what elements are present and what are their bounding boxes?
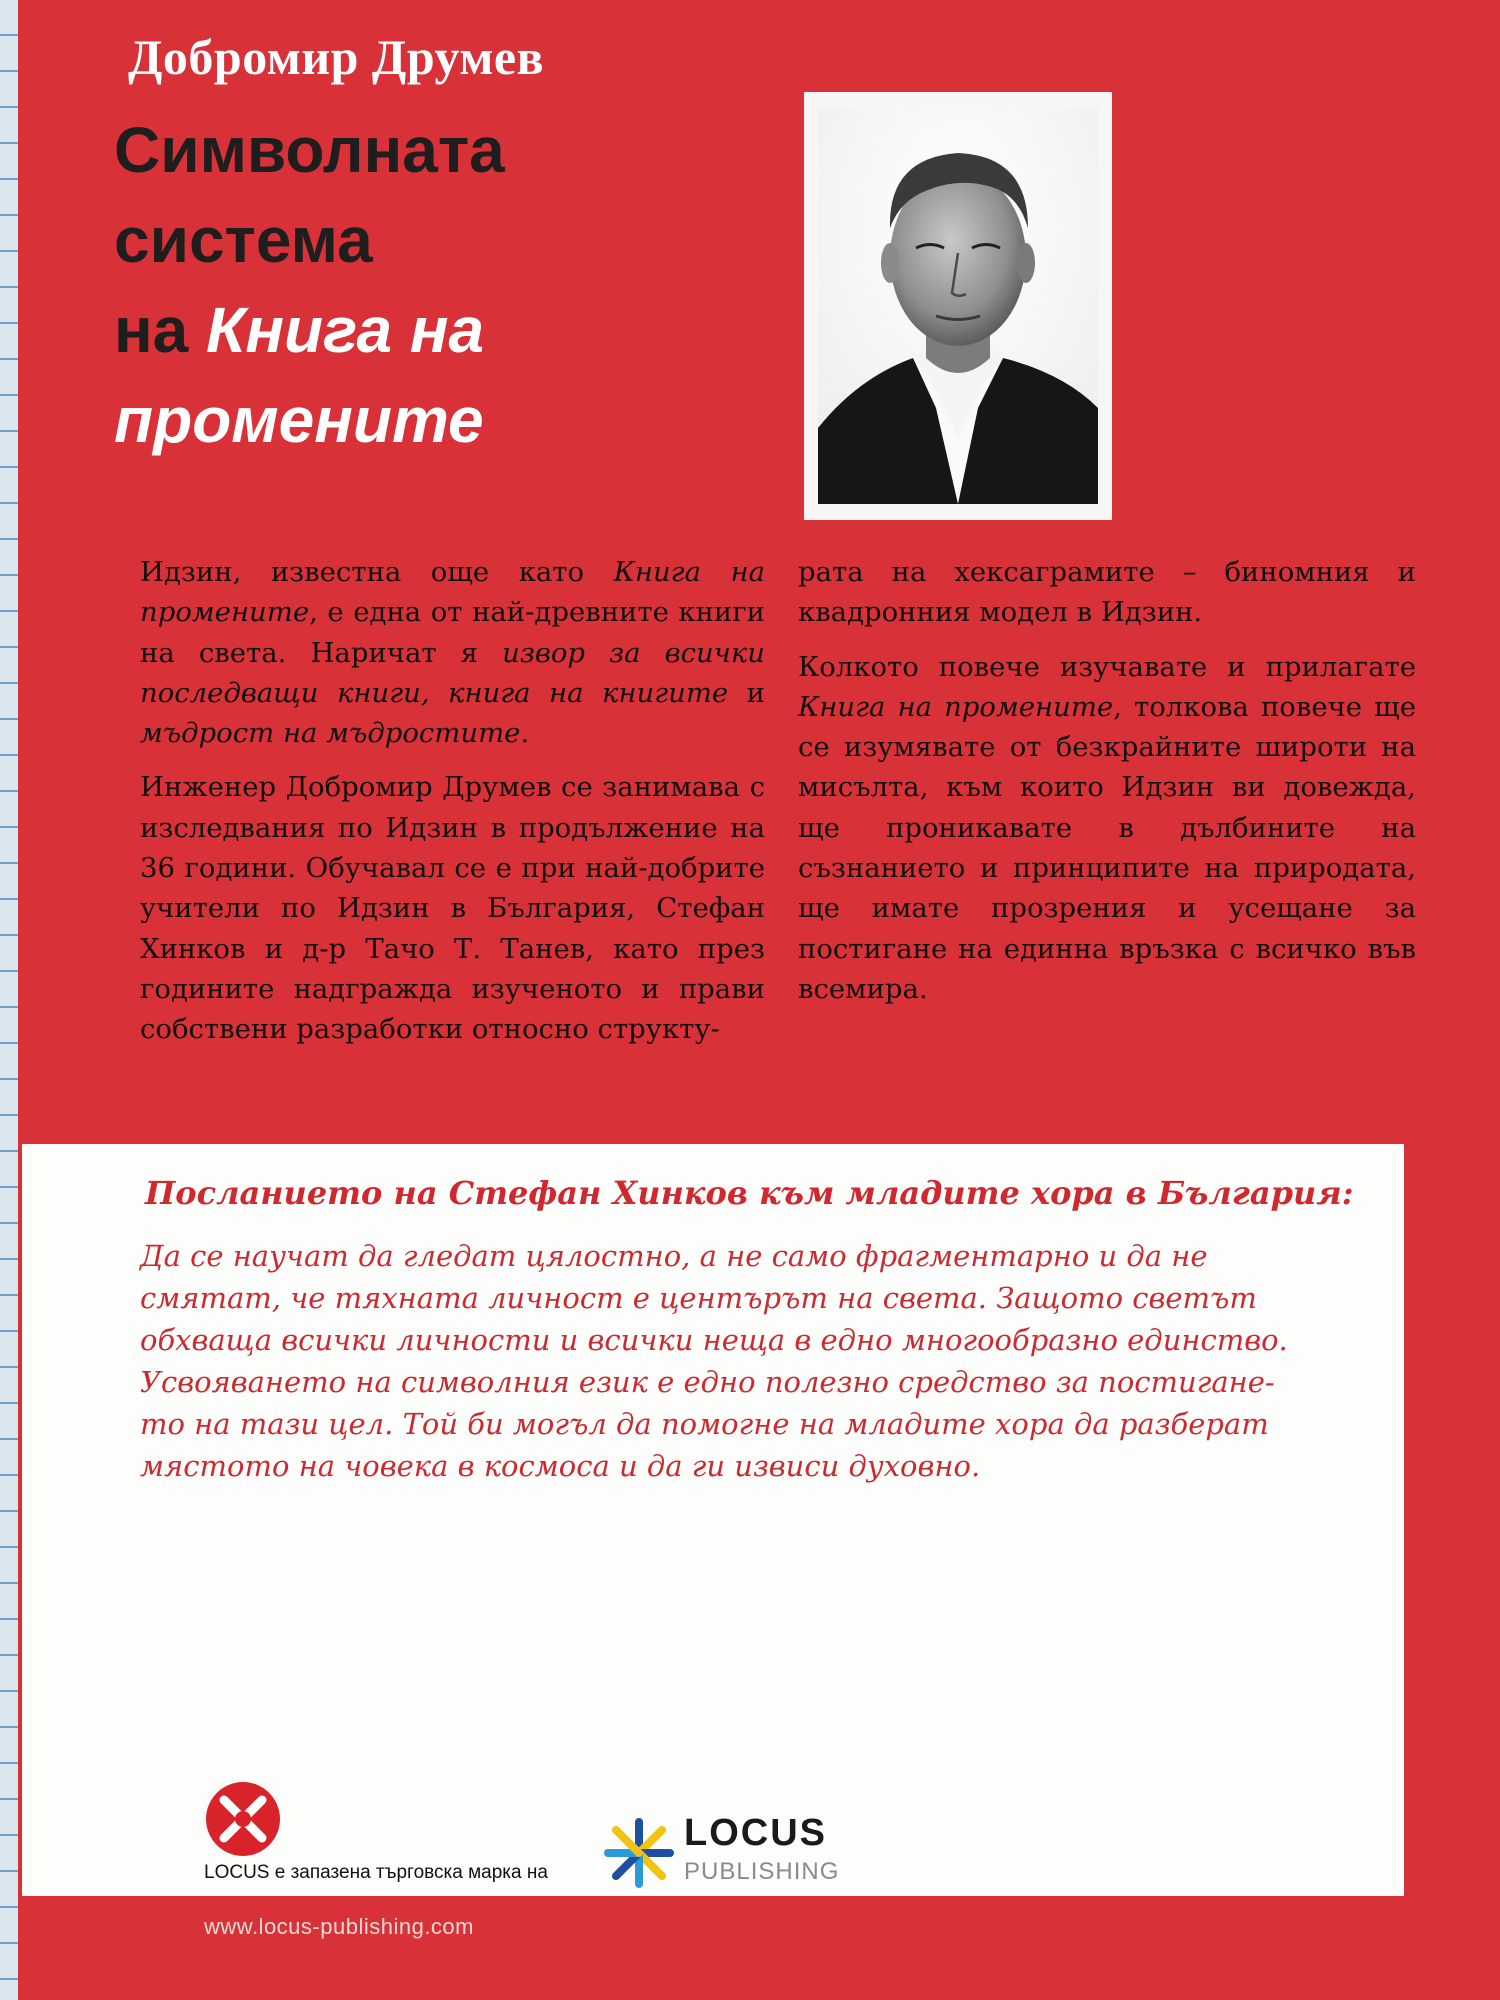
intro-left-column: [140, 552, 765, 1064]
intro-paragraph-3: рата на хексаграмите – биномния и квадронния модел в Идзин.: [798, 556, 1416, 629]
text-run: и: [728, 676, 766, 709]
message-line: обхваща всички личности и всички неща в едно многообразно единство.: [140, 1323, 1288, 1357]
title-line-3-italic: Книга на: [206, 294, 485, 366]
title-line-2: система: [114, 204, 373, 276]
message-line: смятат, че тяхната личност е центърът на света. Защото светът: [140, 1281, 1257, 1315]
italic-run: извор за всички последващи книги, книга на книгите: [140, 636, 765, 709]
publisher-name: LOCUS: [684, 1812, 827, 1854]
message-line: мястото на човека в космоса и да ги извиси духовно.: [140, 1449, 981, 1483]
author-photo-frame: [804, 92, 1112, 520]
intro-paragraph-2: Инженер Добромир Друмев се занимава с изследвания по Идзин в продължение на 36 години. Обучавал се е при най-добрите учители по Идзин в България, Стефан Хинков и д-р Тачо Т. Танев, като през годините надгражда изученото и прави собствени разработки относно структу-: [140, 771, 765, 1046]
publisher-website: www.locus-publishing.com: [204, 1914, 474, 1939]
message-heading: Посланието на Стефан Хинков към младите хора в България:: [145, 1174, 1354, 1212]
intro-right-column: [798, 552, 1416, 1023]
title-line-3: [114, 285, 634, 375]
star-burst-logo-icon: [604, 1818, 674, 1888]
title-line-1: Символната: [114, 114, 505, 186]
message-body: [140, 1235, 1404, 1487]
author-photo: [818, 108, 1098, 504]
italic-run: Книга на промените: [798, 690, 1114, 723]
author-name: Добромир Друмев: [128, 29, 545, 85]
x-circle-logo-icon: [204, 1780, 282, 1858]
title-line-3-plain: на: [114, 294, 207, 366]
intro-paragraph-1: [140, 552, 765, 753]
message-line: Да се научат да гледат цялостно, а не само фрагментарно и да не: [140, 1239, 1208, 1273]
trademark-notice: LOCUS е запазена търговска марка на: [204, 1862, 548, 1883]
text-run: .: [520, 717, 530, 750]
italic-run: мъдрост на мъдростите: [140, 717, 521, 750]
intro-paragraph-4: [798, 647, 1416, 1010]
message-line: то на тази цел. Той би могъл да помогне на младите хора да разберат: [140, 1407, 1269, 1441]
publisher-subtitle: PUBLISHING: [684, 1858, 840, 1885]
text-run: , е една от най-древните книги на света. Наричат я: [140, 596, 765, 669]
italic-run: Книга на промените: [140, 556, 766, 629]
message-line: Усвояването на символния език е едно полезно средство за постигане-: [140, 1365, 1275, 1399]
text-run: Колкото повече изучавате и прилагате: [798, 650, 1416, 683]
book-title: [114, 105, 634, 465]
title-line-4: промените: [114, 384, 484, 456]
text-run: , толкова повече ще се изумявате от безкрайните широти на мисълта, към които Идзин ви довежда, ще проникавате в дълбините на съзнанието и принципите на природата, ще имате прозрения и усещане за постигане на единна връзка с всичко във всемира.: [798, 690, 1416, 1005]
text-run: Идзин, известна още като: [140, 556, 614, 588]
